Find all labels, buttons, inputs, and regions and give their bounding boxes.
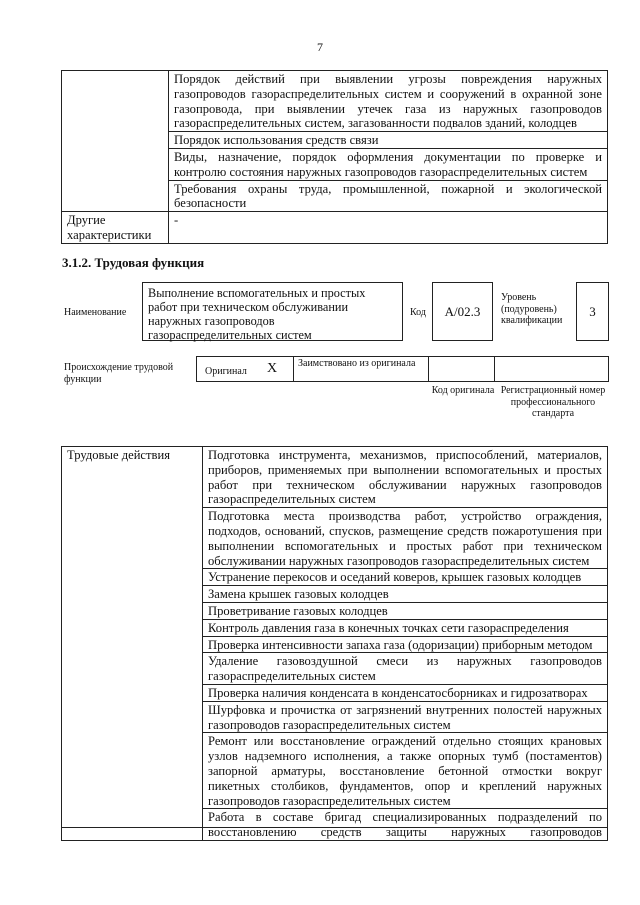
labor-action: Работа в составе бригад специализированных подразделений по восстановлению средств защиты наружных газопроводов bbox=[203, 809, 608, 841]
other-characteristics-label: Другие характеристики bbox=[62, 212, 169, 244]
labor-action: Подготовка инструмента, механизмов, приспособлений, материалов, приборов, применяемых при выполнении вспомогательных и простых работ при техническом обслуживании наружных газопроводов газораспределительных систем bbox=[203, 447, 608, 508]
knowledge-item: Виды, назначение, порядок оформления документации по проверке и контролю состояния наружных газопроводов газораспределительных систем bbox=[169, 148, 608, 180]
labor-action: Контроль давления газа в конечных точках сети газораспределения bbox=[203, 619, 608, 636]
code-original-cell bbox=[428, 357, 495, 381]
qualification-level: 3 bbox=[576, 282, 609, 341]
original-label: Оригинал bbox=[205, 366, 247, 377]
borrowed-label: Заимствовано из оригинала bbox=[298, 358, 416, 369]
labor-action: Устранение перекосов и оседаний коверов, крышек газовых колодцев bbox=[203, 569, 608, 586]
labor-action: Проверка интенсивности запаха газа (одоризации) приборным методом bbox=[203, 636, 608, 653]
code-original-label: Код оригинала bbox=[431, 385, 495, 396]
knowledge-item: Требования охраны труда, промышленной, пожарной и экологической безопасности bbox=[169, 180, 608, 212]
section-heading: 3.1.2. Трудовая функция bbox=[62, 255, 205, 270]
labor-action: Ремонт или восстановление ограждений отдельно стоящих крановых узлов надземного исполнения, а также опорных тумб (постаментов) запорной арматуры, восстановление бетонной отмостки вокруг пикетных столбиков, фундаментов, опор и креплений наружных газопроводов газораспределительных систем bbox=[203, 733, 608, 809]
table-row bbox=[62, 212, 608, 244]
labor-action: Проверка наличия конденсата в конденсатосборниках и гидрозатворах bbox=[203, 684, 608, 701]
origin-label: Происхождение трудовой функции bbox=[64, 362, 174, 385]
function-name: Выполнение вспомогательных и простых работ при техническом обслуживании наружных газопроводов газораспределительных систем bbox=[142, 282, 403, 341]
labor-action: Проветривание газовых колодцев bbox=[203, 602, 608, 619]
name-label: Наименование bbox=[64, 307, 127, 318]
labor-actions-label: Трудовые действия bbox=[62, 447, 203, 841]
qualification-level-label: Уровень (подуровень) квалификации bbox=[501, 292, 563, 326]
other-characteristics-value: - bbox=[169, 212, 608, 244]
labor-actions-table bbox=[61, 446, 608, 841]
labor-action: Удаление газовоздушной смеси из наружных газопроводов газораспределительных систем bbox=[203, 653, 608, 685]
knowledge-item: Порядок использования средств связи bbox=[169, 132, 608, 149]
original-mark: X bbox=[267, 361, 278, 376]
page-number: 7 bbox=[317, 40, 323, 54]
page-cut-line bbox=[61, 827, 608, 828]
function-code: A/02.3 bbox=[432, 282, 493, 341]
code-label: Код bbox=[410, 307, 426, 318]
original-cell bbox=[197, 357, 294, 381]
labor-action: Подготовка места производства работ, устройство ограждения, подходов, оснований, спусков, размещение средств пожаротушения при выполнении вспомогательных и простых работ при техническом обслуживании наружных газопроводов газораспределительных систем bbox=[203, 508, 608, 569]
labor-action: Шурфовка и прочистка от загрязнений внутренних полостей наружных газопроводов газораспределительных систем bbox=[203, 701, 608, 733]
borrowed-cell bbox=[293, 357, 429, 381]
table-row bbox=[62, 447, 608, 508]
origin-box bbox=[196, 356, 609, 382]
empty-label-cell bbox=[62, 71, 169, 212]
labor-action: Замена крышек газовых колодцев bbox=[203, 586, 608, 603]
knowledge-table bbox=[61, 70, 608, 244]
knowledge-item: Порядок действий при выявлении угрозы повреждения наружных газопроводов газораспределительных систем и сооружений в охранной зоне газопровода, при выявлении утечек газа из наружных газопроводов газораспределительных систем, загазованности подвалов зданий, колодцев bbox=[169, 71, 608, 132]
registration-number-label: Регистрационный номер профессионального стандарта bbox=[500, 385, 606, 419]
table-row bbox=[62, 71, 608, 132]
